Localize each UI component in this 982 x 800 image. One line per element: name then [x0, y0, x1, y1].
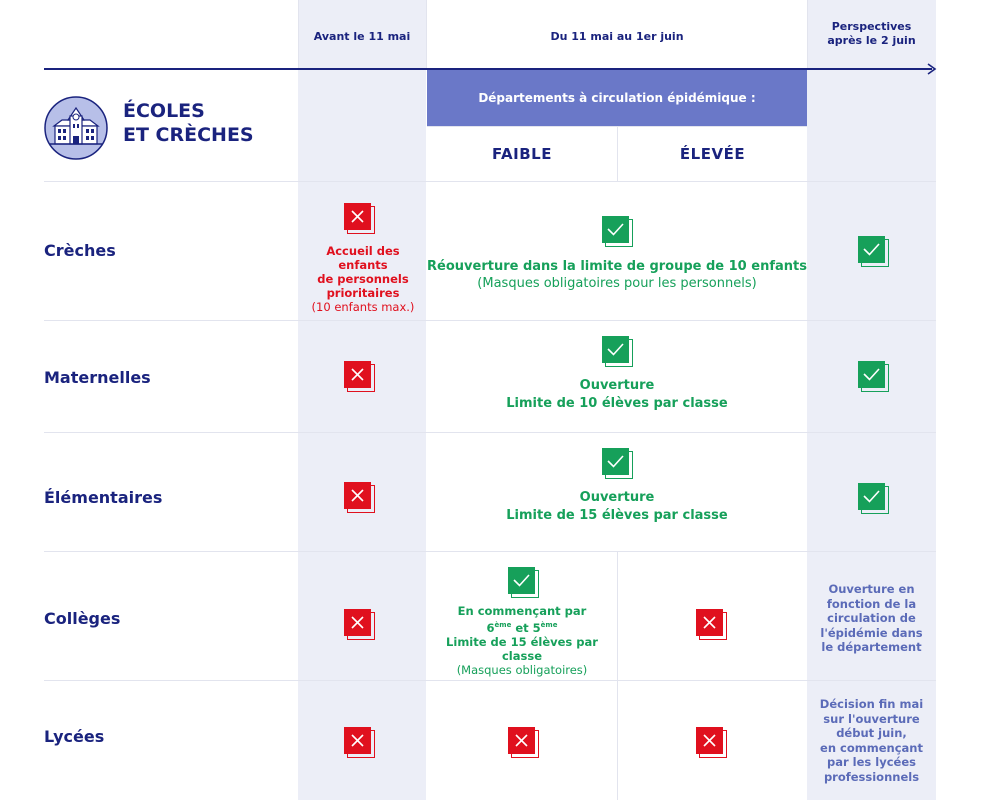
- colleges-after-text: [807, 582, 936, 655]
- check-icon: [601, 447, 635, 481]
- check-icon: [601, 215, 635, 249]
- section-title: [123, 99, 254, 147]
- check-icon: [601, 335, 635, 369]
- cross-icon: [507, 726, 541, 760]
- row-divider: [44, 680, 936, 681]
- row-label-elementaires: Élémentaires: [44, 488, 163, 507]
- cross-icon: [695, 608, 729, 642]
- check-icon: [857, 482, 891, 516]
- text-line: Ouverture: [579, 490, 655, 505]
- row-label-maternelles: Maternelles: [44, 368, 151, 387]
- text-line: Accueil des enfants: [326, 244, 400, 272]
- row-label-lycees: Lycées: [44, 727, 105, 746]
- header-after-line1: Perspectives: [831, 20, 912, 33]
- text-line: début juin,: [836, 726, 907, 740]
- text-line: (10 enfants max.): [311, 300, 415, 314]
- text-and: et: [511, 620, 533, 635]
- text-line: Ouverture: [579, 378, 655, 393]
- text-line: professionnels: [823, 769, 920, 784]
- text-line: En commençant par: [457, 604, 587, 618]
- text-line: le département: [821, 640, 922, 654]
- creches-before-text: [300, 244, 426, 314]
- sub-header-high: ÉLEVÉE: [679, 144, 746, 163]
- elementaires-during-text: [427, 489, 807, 525]
- text-line: fonction de la: [826, 596, 917, 611]
- creches-during-text: [427, 258, 807, 292]
- text-line: Limite de 15 élèves par classe: [506, 508, 728, 523]
- check-icon: [857, 235, 891, 269]
- text-line: (Masques obligatoires pour les personnels): [477, 276, 757, 291]
- check-icon: [507, 566, 541, 600]
- cross-icon: [343, 608, 377, 642]
- text-line: Réouverture dans la limite de groupe de 10 enfants: [427, 259, 807, 274]
- header-after: [807, 20, 936, 48]
- colleges-low-text: [427, 604, 617, 677]
- text-line: sur l'ouverture: [823, 711, 920, 726]
- grade-6: 6: [486, 620, 495, 635]
- epidemic-banner: Départements à circulation épidémique :: [427, 70, 807, 126]
- sub-header-low: FAIBLE: [492, 144, 552, 163]
- header-before: Avant le 11 mai: [313, 30, 411, 43]
- text-line: circulation de: [827, 611, 916, 625]
- cross-icon: [343, 360, 377, 394]
- divider: [617, 552, 618, 800]
- text-line: Ouverture en: [828, 582, 915, 596]
- cross-icon: [695, 726, 729, 760]
- section-title-line2: ET CRÈCHES: [123, 124, 254, 146]
- text-line: Limite de 10 élèves par classe: [506, 396, 728, 411]
- header-after-line2: après le 2 juin: [827, 34, 916, 47]
- school-building-icon: [44, 96, 108, 160]
- text-line: en commençant: [820, 740, 923, 755]
- row-divider: [44, 181, 936, 182]
- text-line: de personnels: [317, 272, 409, 286]
- cross-icon: [343, 726, 377, 760]
- section-title-line1: ÉCOLES: [123, 100, 205, 122]
- grade-5: 5: [532, 620, 541, 635]
- text-line: prioritaires: [326, 286, 400, 300]
- arrow-right-icon: [926, 63, 938, 75]
- cross-icon: [343, 202, 377, 236]
- row-divider: [44, 432, 936, 433]
- lycees-after-text: [807, 697, 936, 784]
- row-divider: [44, 320, 936, 321]
- text-line: par les lycées: [827, 755, 916, 769]
- sup: ème: [494, 621, 512, 629]
- text-line: [427, 618, 617, 635]
- check-icon: [857, 360, 891, 394]
- cross-icon: [343, 481, 377, 515]
- text-line: (Masques obligatoires): [456, 662, 588, 677]
- row-label-colleges: Collèges: [44, 609, 121, 628]
- row-label-creches: Crèches: [44, 241, 116, 260]
- text-line: Décision fin mai: [819, 697, 924, 711]
- sup: ème: [540, 621, 558, 629]
- header-during: Du 11 mai au 1er juin: [550, 30, 684, 43]
- text-line: l'épidémie dans: [820, 625, 923, 640]
- maternelles-during-text: [427, 377, 807, 413]
- text-line: Limite de 15 élèves par classe: [446, 634, 598, 663]
- row-divider: [44, 551, 936, 552]
